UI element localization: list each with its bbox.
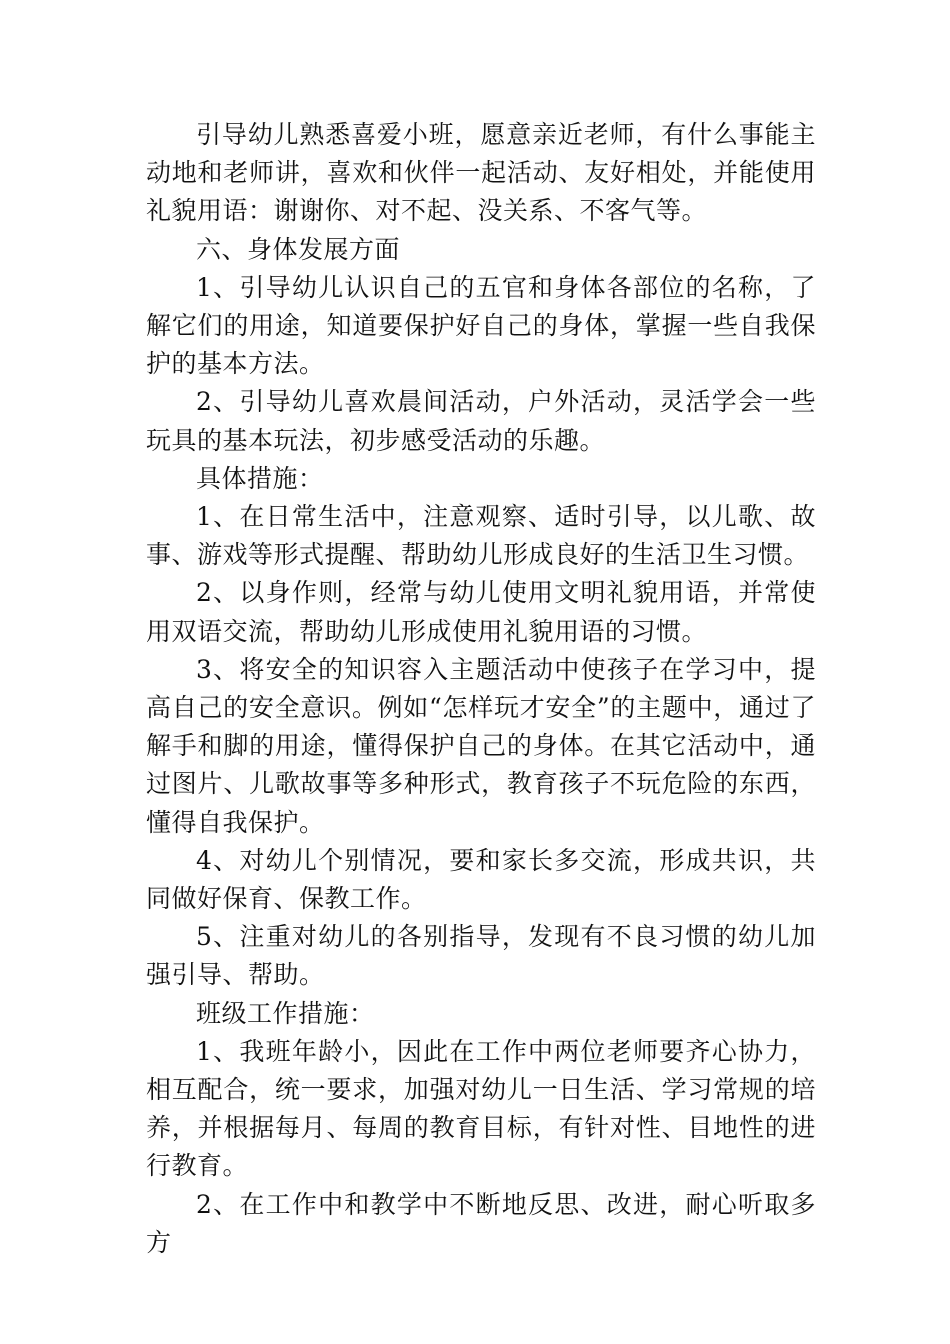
heading-physical-development: 六、身体发展方面 (196, 234, 401, 264)
heading-class-work-measures: 班级工作措施： (196, 998, 375, 1028)
paragraph-measure-2: 2、以身作则，经常与幼儿使用文明礼貌用语，并常使用双语交流，帮助幼儿形成使用礼貌用语的习惯。 (146, 578, 816, 646)
heading-specific-measures: 具体措施： (196, 463, 324, 493)
paragraph-social-intro: 引导幼儿熟悉喜爱小班，愿意亲近老师，有什么事能主动地和老师讲，喜欢和伙伴一起活动、友好相处，并能使用礼貌用语：谢谢你、对不起、没关系、不客气等。 (146, 120, 816, 226)
paragraph-measure-5: 5、注重对幼儿的各别指导，发现有不良习惯的幼儿加强引导、帮助。 (146, 922, 816, 990)
paragraph-class-work-2: 2、在工作中和教学中不断地反思、改进，耐心听取多方 (146, 1189, 816, 1257)
paragraph-class-work-1: 1、我班年龄小，因此在工作中两位老师要齐心协力，相互配合，统一要求，加强对幼儿一日生活、学习常规的培养，并根据每月、每周的教育目标，有针对性、目地性的进行教育。 (146, 1036, 816, 1181)
paragraph-measure-1: 1、在日常生活中，注意观察、适时引导，以儿歌、故事、游戏等形式提醒、帮助幼儿形成良好的生活卫生习惯。 (146, 502, 816, 570)
paragraph-measure-3: 3、将安全的知识容入主题活动中使孩子在学习中，提高自己的安全意识。例如“怎样玩才安全”的主题中，通过了解手和脚的用途，懂得保护自己的身体。在其它活动中，通过图片、儿歌故事等多种形式，教育孩子不玩危险的东西，懂得自我保护。 (146, 654, 816, 837)
paragraph-measure-4: 4、对幼儿个别情况，要和家长多交流，形成共识，共同做好保育、保教工作。 (146, 845, 816, 914)
document-body (146, 116, 816, 1262)
paragraph-physical-2: 2、引导幼儿喜欢晨间活动，户外活动，灵活学会一些玩具的基本玩法，初步感受活动的乐趣。 (146, 387, 816, 455)
paragraph-physical-1: 1、引导幼儿认识自己的五官和身体各部位的名称，了解它们的用途，知道要保护好自己的身体，掌握一些自我保护的基本方法。 (146, 272, 816, 379)
